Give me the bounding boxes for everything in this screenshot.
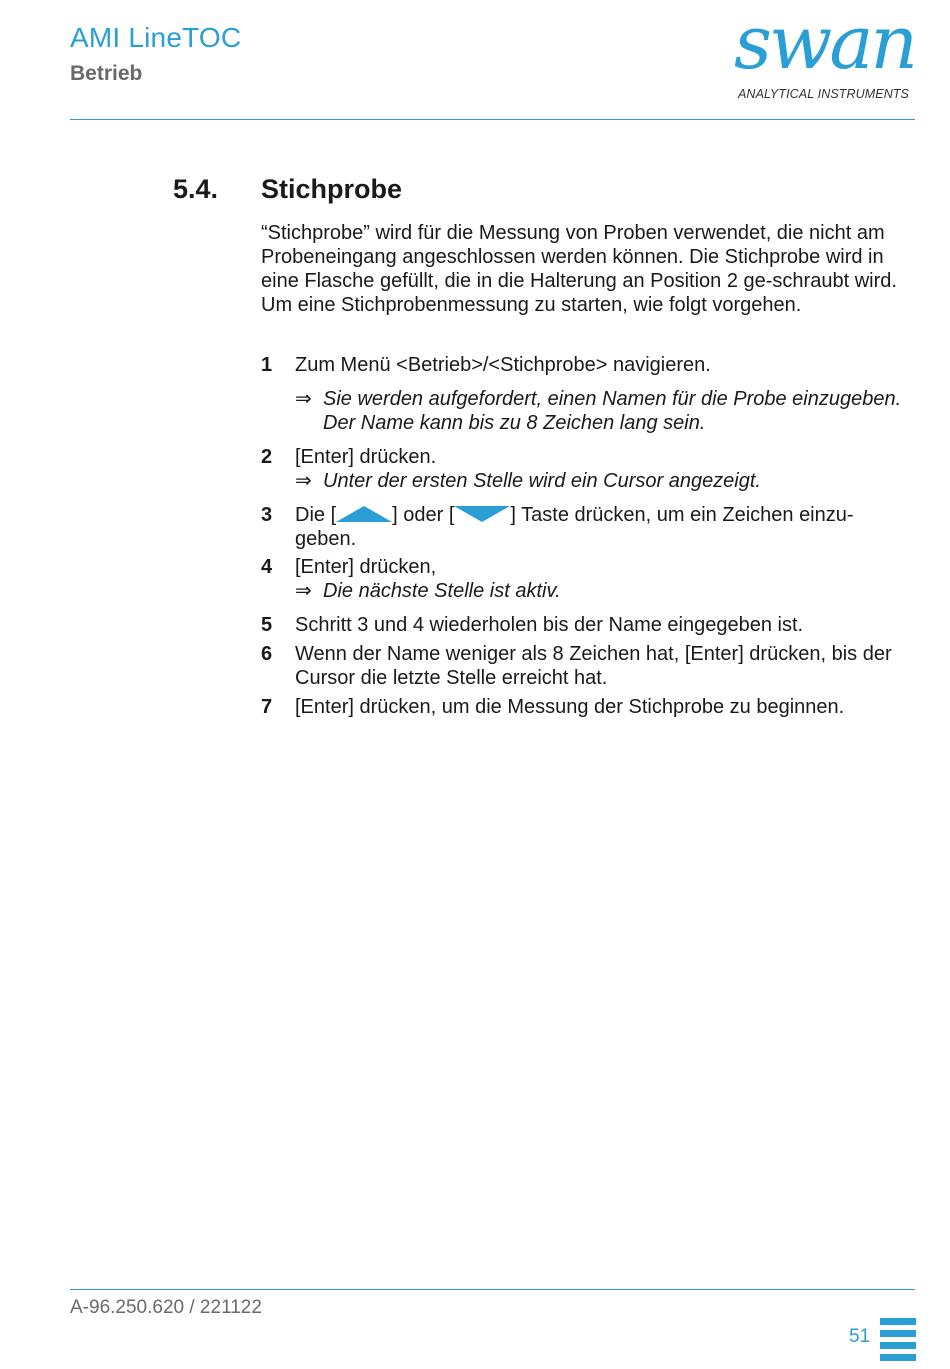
implies-arrow-icon: ⇒ bbox=[295, 388, 312, 410]
chapter-title: Betrieb bbox=[70, 62, 143, 85]
page-marker-icon bbox=[880, 1318, 916, 1366]
step-number: 6 bbox=[261, 643, 273, 665]
step-result bbox=[295, 579, 911, 603]
step-number: 4 bbox=[261, 556, 273, 578]
step-number: 3 bbox=[261, 504, 273, 526]
step-result bbox=[295, 387, 911, 435]
step-text: [Enter] drücken, um die Messung der Stichprobe zu beginnen. bbox=[295, 696, 845, 718]
step-text: Zum Menü <Betrieb>/<Stichprobe> navigieren. bbox=[295, 354, 711, 376]
step-7 bbox=[261, 695, 911, 719]
up-arrow-key-icon bbox=[336, 506, 392, 522]
section-number: 5.4. bbox=[173, 174, 219, 204]
intro-instruction: Um eine Stichprobenmessung zu starten, wie folgt vorgehen. bbox=[261, 294, 802, 316]
footer-divider bbox=[70, 1289, 915, 1290]
step-text-part: ] Taste drücken, um ein Zeichen einzu-geben. bbox=[295, 504, 854, 550]
step-4 bbox=[261, 555, 911, 603]
intro-paragraph: “Stichprobe” wird für die Messung von Proben verwendet, die nicht am Probeneingang angeschlossen werden können. Die Stichprobe wird in eine Flasche gefüllt, die in die Halterung an Position 2 ge-schraubt wird. bbox=[261, 222, 897, 292]
step-number: 7 bbox=[261, 696, 273, 718]
step-1 bbox=[261, 353, 911, 435]
step-number: 5 bbox=[261, 614, 273, 636]
step-text: [Enter] drücken. bbox=[295, 446, 437, 468]
page-number: 51 bbox=[849, 1326, 871, 1347]
step-text-part: ] oder [ bbox=[392, 504, 455, 526]
step-result-text: Unter der ersten Stelle wird ein Cursor angezeigt. bbox=[323, 470, 761, 492]
step-result-text: Die nächste Stelle ist aktiv. bbox=[323, 580, 561, 602]
down-arrow-key-icon bbox=[454, 506, 510, 522]
document-number: A-96.250.620 / 221122 bbox=[70, 1297, 262, 1318]
step-2 bbox=[261, 445, 911, 493]
step-result bbox=[295, 469, 911, 493]
section-title: Stichprobe bbox=[261, 174, 403, 204]
step-text: [Enter] drücken, bbox=[295, 556, 437, 578]
step-number: 2 bbox=[261, 446, 273, 468]
step-result-text: Sie werden aufgefordert, einen Namen für die Probe einzugeben. Der Name kann bis zu 8 Zeichen lang sein. bbox=[323, 388, 902, 434]
intro-text bbox=[261, 221, 911, 317]
step-list bbox=[261, 353, 911, 719]
step-text-part: Die [ bbox=[295, 504, 337, 526]
implies-arrow-icon: ⇒ bbox=[295, 580, 312, 602]
step-number: 1 bbox=[261, 354, 273, 376]
implies-arrow-icon: ⇒ bbox=[295, 470, 312, 492]
step-5 bbox=[261, 613, 911, 637]
swan-logo bbox=[734, 0, 918, 104]
header-divider bbox=[70, 119, 915, 120]
step-text: Wenn der Name weniger als 8 Zeichen hat, [Enter] drücken, bis der Cursor die letzte Stelle erreicht hat. bbox=[295, 643, 892, 689]
logo-wordmark: swan bbox=[734, 0, 916, 86]
step-6 bbox=[261, 642, 911, 690]
step-text: Schritt 3 und 4 wiederholen bis der Name eingegeben ist. bbox=[295, 614, 804, 636]
step-text bbox=[295, 503, 911, 551]
step-3 bbox=[261, 503, 911, 551]
document-title: AMI LineTOC bbox=[70, 22, 242, 53]
logo-tagline: ANALYTICAL INSTRUMENTS bbox=[738, 87, 909, 101]
